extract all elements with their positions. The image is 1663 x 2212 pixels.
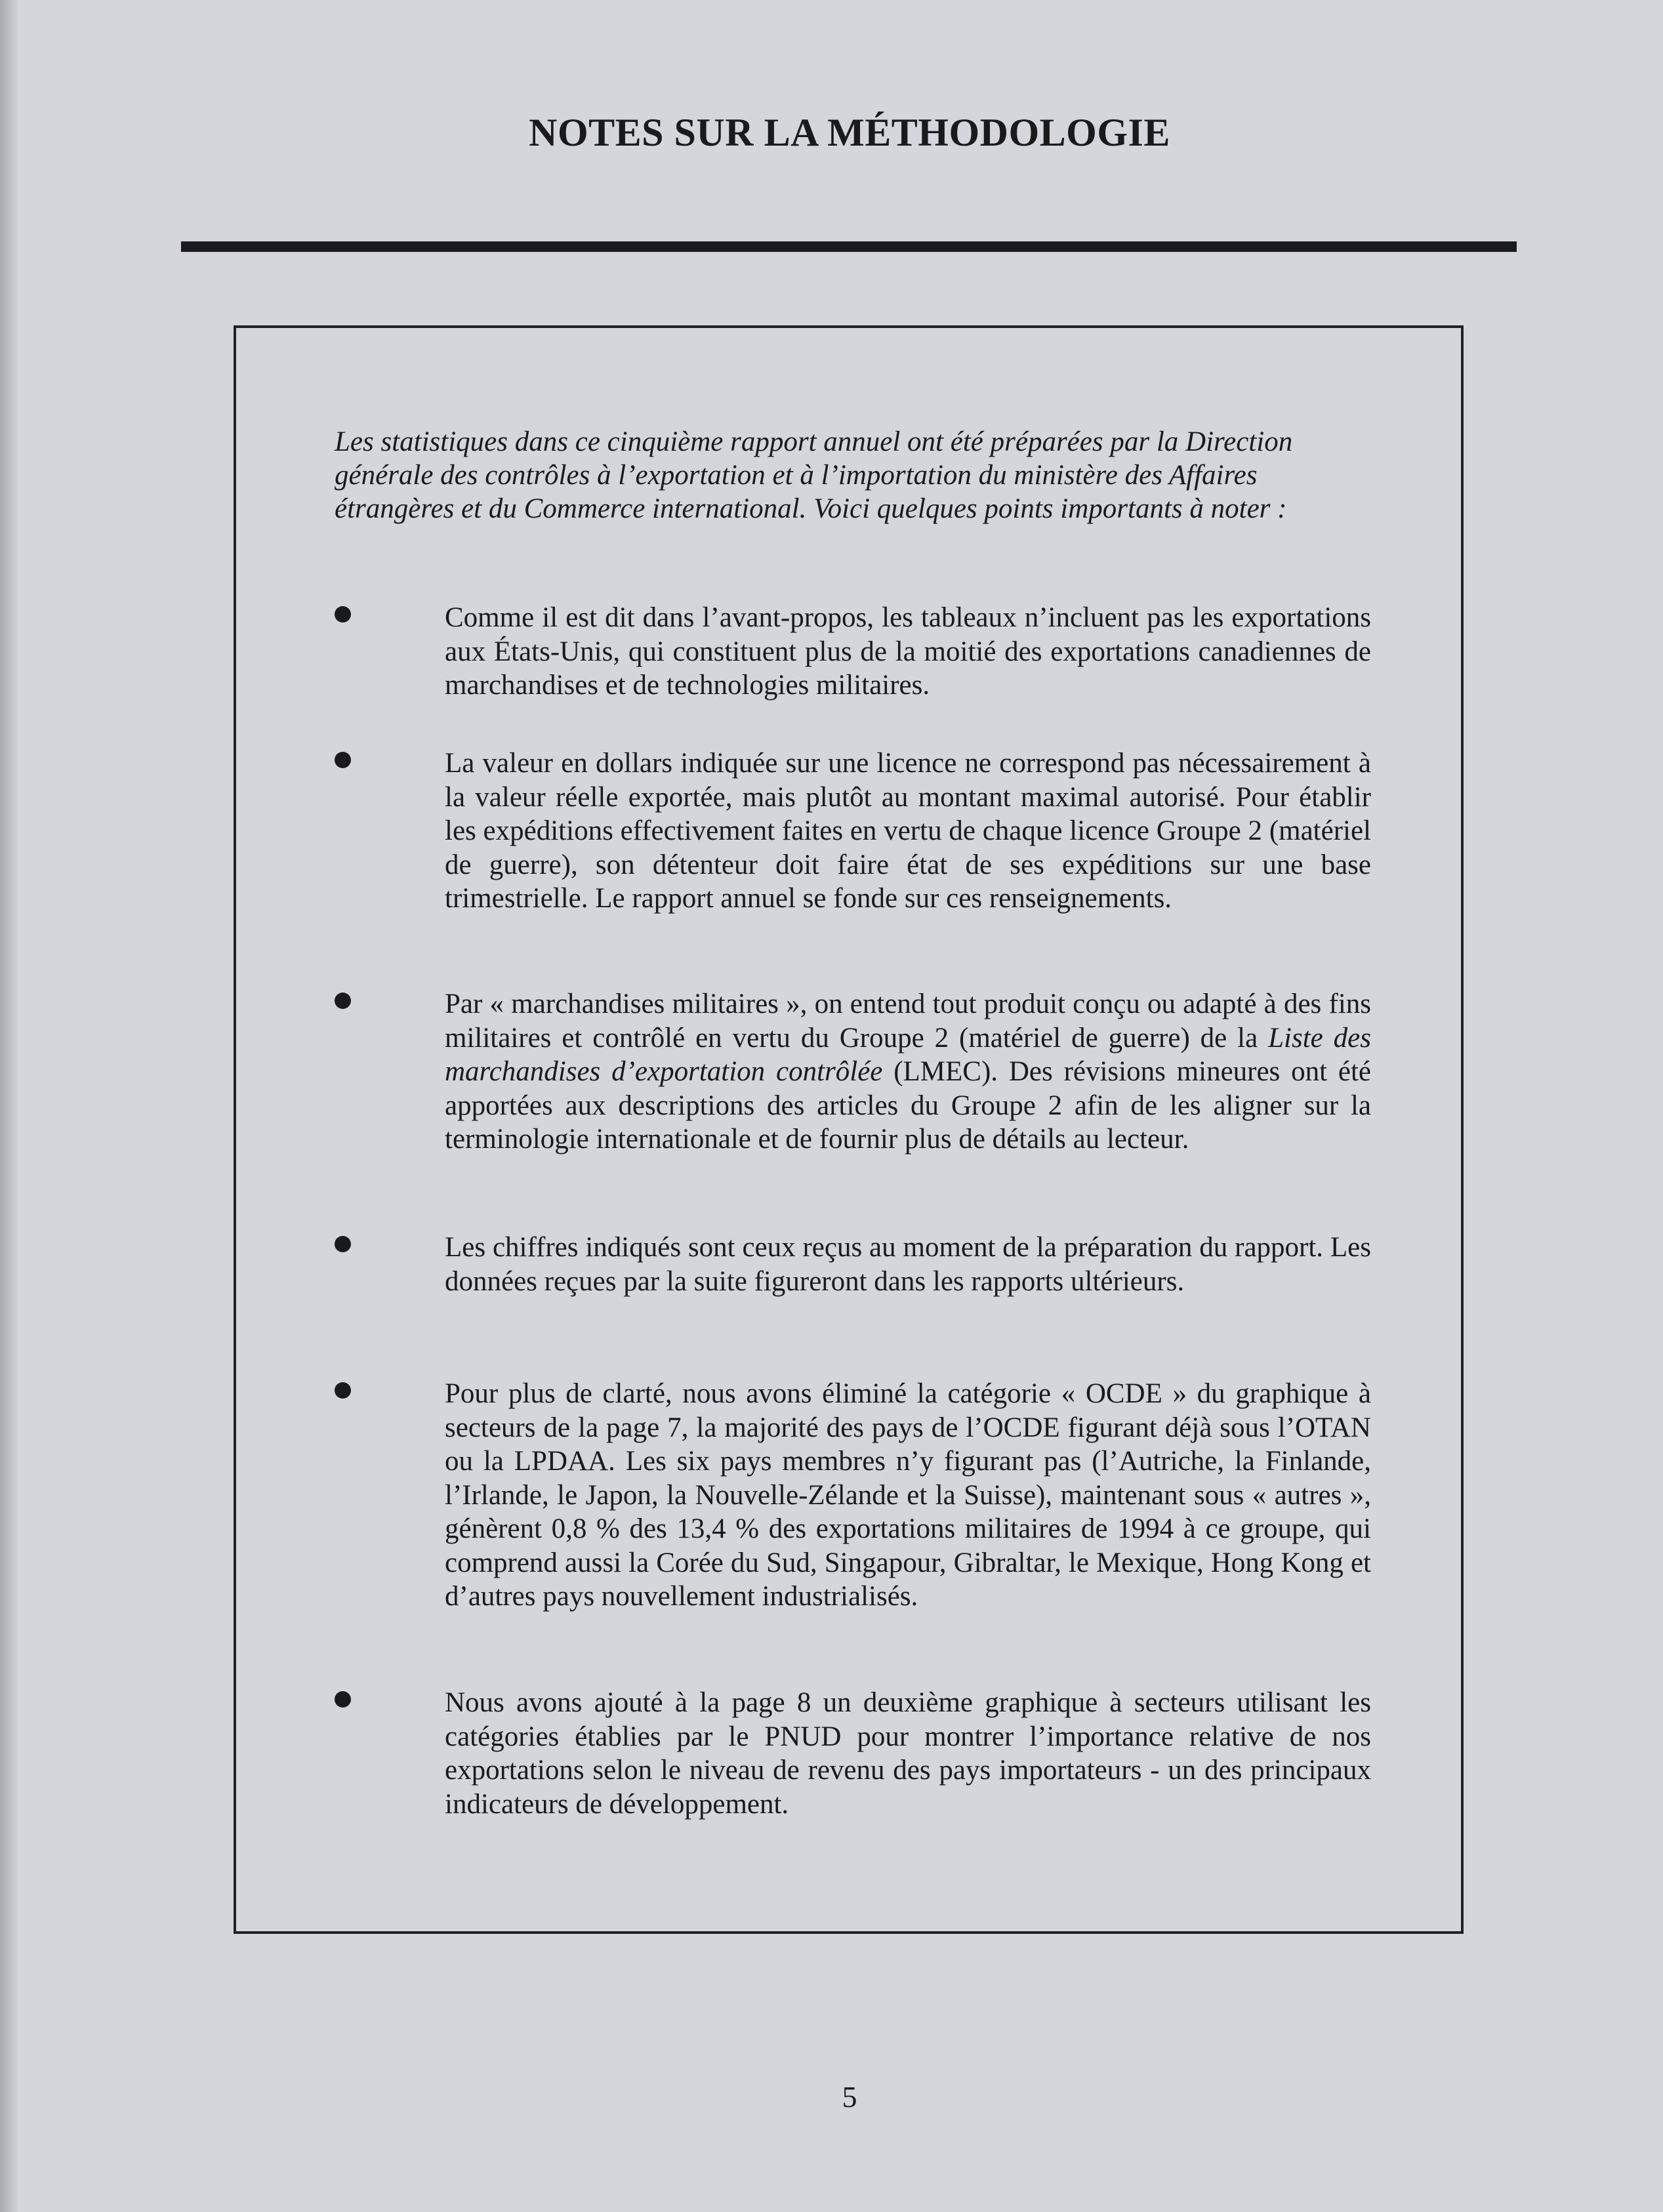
- bullet-text: Nous avons ajouté à la page 8 un deuxième graphique à secteurs utilisant les catégories établies par le PNUD pour montrer l’importance relative de nos exportations selon le niveau de revenu des pays importateurs - un des principaux indicateurs de développement.: [445, 1687, 1371, 1820]
- bullet-icon: [335, 752, 351, 768]
- bullet-icon: [335, 1691, 351, 1708]
- bullet-text: Les chiffres indiqués sont ceux reçus au moment de la préparation du rapport. Les données reçues par la suite figureront dans les rapports ultérieurs.: [445, 1232, 1371, 1297]
- page-number: 5: [842, 2080, 857, 2114]
- bullet-text-start: Par « marchandises militaires », on entend tout produit conçu ou adapté à des fins militaires et contrôlé en vertu du Groupe 2 (matériel de guerre) de la: [445, 989, 1371, 1054]
- page-title: NOTES SUR LA MÉTHODOLOGIE: [529, 111, 1170, 154]
- bullet-icon: [335, 1382, 351, 1399]
- page-edge-shadow: [0, 0, 17, 2212]
- bullet-icon: [335, 1236, 351, 1252]
- bullet-icon: [335, 993, 351, 1009]
- bullet-text-end: (LMEC). Des révisions mineures ont été apportées aux descriptions des articles du Groupe 2 afin de les aligner sur la terminologie internationale et de fournir plus de détails au lecteur.: [445, 1056, 1372, 1155]
- bullet-text: Pour plus de clarté, nous avons éliminé la catégorie « OCDE » du graphique à secteurs de la page 7, la majorité des pays de l’OCDE figurant déjà sous l’OTAN ou la LPDAA. Les six pays membres n’y figurant pas (l’Autriche, la Finlande, l’Irlande, le Japon, la Nouvelle-Zélande et la Suisse), maintenant sous « autres », génèrent 0,8 % des 13,4 % des exportations militaires de 1994 à ce groupe, qui comprend aussi la Corée du Sud, Singapour, Gibraltar, le Mexique, Hong Kong et d’autres pays nouvellement industrialisés.: [445, 1378, 1371, 1612]
- bullet-text: La valeur en dollars indiquée sur une licence ne correspond pas nécessairement à la valeur réelle exportée, mais plutôt au montant maximal autorisé. Pour établir les expéditions effectivement faites en vertu de chaque licence Groupe 2 (matériel de guerre), son détenteur doit faire état de ses expéditions sur une base trimestrielle. Le rapport annuel se fonde sur ces renseignements.: [445, 748, 1371, 914]
- bullet-text: [445, 987, 1371, 1157]
- lmec-title: Liste des marchandises d’exportation contrôlée: [445, 1022, 1372, 1087]
- bullet-text: Comme il est dit dans l’avant-propos, les tableaux n’incluent pas les exportations aux États-Unis, qui constituent plus de la moitié des exportations canadiennes de marchandises et de technologies militaires.: [445, 602, 1371, 701]
- title-rule: [181, 241, 1517, 252]
- intro-paragraph: Les statistiques dans ce cinquième rapport annuel ont été préparées par la Direction générale des contrôles à l’exportation et à l’importation du ministère des Affaires étrangères et du Commerce international. Voici quelques points importants à noter :: [335, 426, 1293, 524]
- bullet-icon: [335, 606, 351, 623]
